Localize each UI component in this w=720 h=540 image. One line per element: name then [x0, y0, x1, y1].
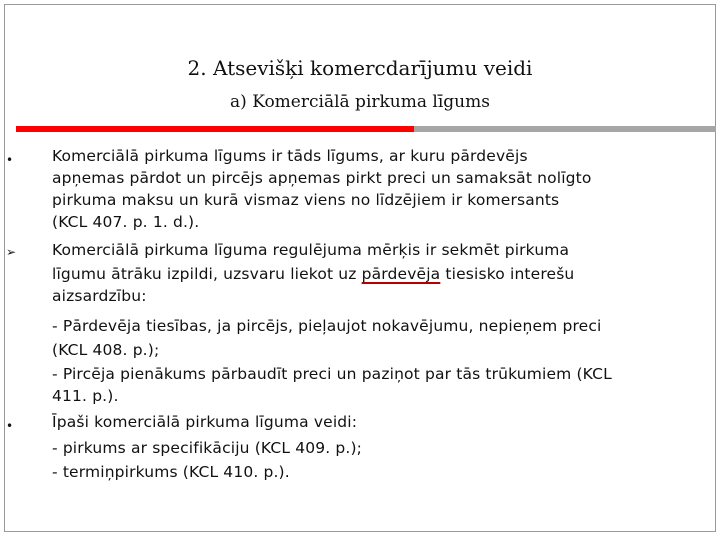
bullet-arrow-icon: ➢: [6, 245, 17, 259]
slide-frame-bottom: [4, 520, 716, 532]
bullet1-line-1: Komerciālā pirkuma līgums ir tāds līgums, ar kuru pārdevējs: [52, 147, 528, 165]
bullet3-line: Īpaši komerciālā pirkuma līguma veidi:: [52, 413, 358, 431]
title-divider-red: [16, 126, 414, 132]
bullet3-sub-item-2: - termiņpirkums (KCL 410. p.).: [52, 463, 290, 481]
sub-item-2-line-2: 411. p.).: [52, 387, 119, 405]
slide-frame-top: [4, 4, 716, 28]
slide-subtitle: a) Komerciālā pirkuma līgums: [230, 92, 490, 112]
bullet1-line-4: (KCL 407. p. 1. d.).: [52, 213, 200, 231]
sub-item-1-line-2: (KCL 408. p.);: [52, 341, 160, 359]
bullet2-line-2-end: tiesisko interešu: [440, 265, 575, 283]
slide-frame: [4, 4, 16, 532]
bullet2-line-1: Komerciālā pirkuma līguma regulējuma mērķis ir sekmēt pirkuma: [52, 241, 570, 259]
sub-item-1-line-1: - Pārdevēja tiesības, ja pircējs, pieļaujot nokavējumu, nepieņem preci: [52, 317, 602, 335]
bullet-dot-icon: •: [6, 153, 14, 167]
title-divider-gray: [414, 126, 716, 132]
bullet2-line-3: aizsardzību:: [52, 287, 147, 305]
bullet-dot-icon: •: [6, 419, 14, 433]
underlined-term: pārdevēja: [361, 265, 441, 283]
bullet2-line-2-start: līgumu ātrāku izpildi, uzsvaru liekot uz: [52, 265, 362, 283]
bullet3-sub-item-1: - pirkums ar specifikāciju (KCL 409. p.);: [52, 439, 363, 457]
bullet2-line-2: [52, 264, 714, 284]
bullet1-line-3: pirkuma maksu un kurā vismaz viens no līdzējiem ir komersants: [52, 191, 560, 209]
sub-item-2-line-1: - Pircēja pienākums pārbaudīt preci un paziņot par tās trūkumiem (KCL: [52, 365, 612, 383]
bullet1-line-2: apņemas pārdot un pircējs apņemas pirkt preci un samaksāt nolīgto: [52, 169, 592, 187]
slide-title: 2. Atsevišķi komercdarījumu veidi: [187, 56, 533, 80]
